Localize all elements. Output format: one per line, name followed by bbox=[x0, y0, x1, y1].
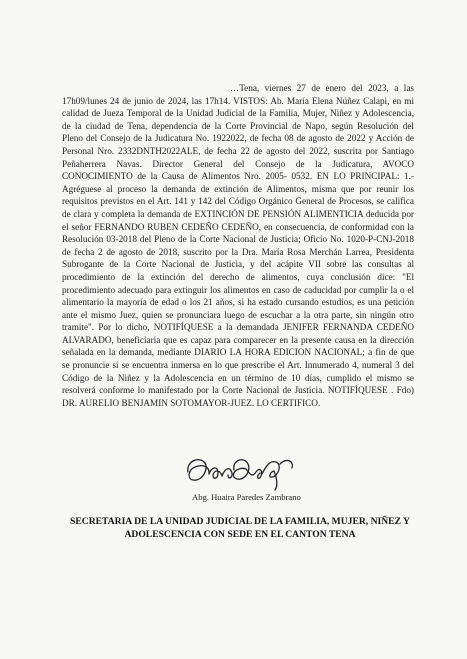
body-line: requisitos previstos en el Art. 141 y 142 del Código Orgánico General de Procesos, se califica bbox=[62, 196, 414, 207]
handwritten-signature bbox=[182, 450, 302, 492]
body-line: Pleno del Consejo de la Judicatura No. 1922022, de fecha 08 de agosto de 2022 y Acción de bbox=[62, 133, 414, 144]
body-line: procedimiento de la extinción del derecho de alimentos, cuya conclusión dice: "El bbox=[62, 271, 414, 282]
body-line: ante el mismo Juez, quien se pronunciara luego de escuchar a la otra parte, sin ningún otro bbox=[62, 309, 414, 320]
body-line: …Tena, viernes 27 de enero del 2023, a las bbox=[230, 83, 414, 93]
body-line: el señor FERNANDO RUBEN CEDEÑO CEDEÑO, en consecuencia, de conformidad con la bbox=[62, 221, 414, 232]
body-line: CONOCIMIENTO de la Causa de Alimentos Nro. 2005- 0532. EN LO PRINCIPAL: 1.- bbox=[62, 171, 414, 182]
body-line: Resolución 03-2018 del Pleno de la Corte Nacional de Justicia; Oficio No. 1020-P-CNJ-2018 bbox=[62, 234, 414, 245]
body-line: Peñaherrera Navas. Director General del Consejo de la Judicatura, AVOCO bbox=[62, 158, 414, 169]
body-line: de clara y completa la demanda de EXTINCIÓN DE PENSIÓN ALIMENTICIA deducida por bbox=[62, 208, 414, 219]
body-line: se pronuncie si se encuentra inmersa en lo que prescribe el Art. Innumerado 4, numeral 3 del bbox=[62, 360, 414, 371]
secretaria-heading-line: ADOLESCENCIA CON SEDE EN EL CANTON TENA bbox=[124, 529, 356, 540]
signer-name: Abg. Huaira Paredes Zambrano bbox=[192, 492, 301, 502]
body-line: Personal Nro. 2332DNTH2022ALE, de fecha 22 de agosto del 2022, suscrita por Santiago bbox=[62, 145, 414, 156]
secretaria-heading bbox=[60, 515, 420, 541]
body-line: DR. AURELIO BENJAMIN SOTOMAYOR-JUEZ. LO CERTIFICO. bbox=[62, 397, 321, 408]
body-line: calidad de Jueza Temporal de la Unidad Judicial de la Familia, Mujer, Niñez y Adolescencia, bbox=[62, 108, 414, 119]
body-line: Subrogante de la Corte Nacional de Justicia, y del acápite VII sobre las consultas al bbox=[62, 259, 414, 270]
secretaria-heading-line: SECRETARIA DE LA UNIDAD JUDICIAL DE LA FAMILIA, MUJER, NIÑEZ Y bbox=[70, 516, 410, 527]
body-line: de la ciudad de Tena, dependencia de la Corte Provincial de Napo, según Resolución del bbox=[62, 120, 414, 131]
body-line: Agréguese al proceso la demanda de extinción de Alimentos, misma que por reunir los bbox=[62, 183, 414, 194]
body-line: Código de la Niñez y la Adolescencia en un término de 10 días, cumplido el mismo se bbox=[62, 372, 414, 383]
body-line: tramite". Por lo dicho, NOTIFÍQUESE a la demandada JENIFER FERNANDA CEDEÑO bbox=[62, 322, 414, 333]
body-line: señalada en la demanda, mediante DIARIO LA HORA EDICION NACIONAL; a fin de que bbox=[62, 347, 414, 358]
body-line: procedimiento adecuado para extinguir los alimentos en caso de caducidad por cumplir la o el bbox=[62, 284, 414, 295]
body-line: de fecha 2 de agosto de 2018, suscrito por la Dra. María Rosa Merchán Larrea, Presidenta bbox=[62, 246, 414, 257]
body-line: 17h09/lunes 24 de junio de 2024, las 17h14. VISTOS: Ab. María Elena Núñez Calapi, en mi bbox=[62, 95, 414, 106]
body-line: resolverá conforme lo manifestado por la Corte Nacional de Justicia. NOTIFÍQUESE . Fdo) bbox=[62, 385, 414, 396]
body-line: alimentario la mayoría de edad o los 21 años, si ha estado cursando estudios, es una petición bbox=[62, 297, 414, 308]
providencia-body bbox=[62, 82, 414, 409]
body-line: ALVARADO, beneficiaria que es capaz para comparecer en la presente causa en la dirección bbox=[62, 334, 414, 345]
